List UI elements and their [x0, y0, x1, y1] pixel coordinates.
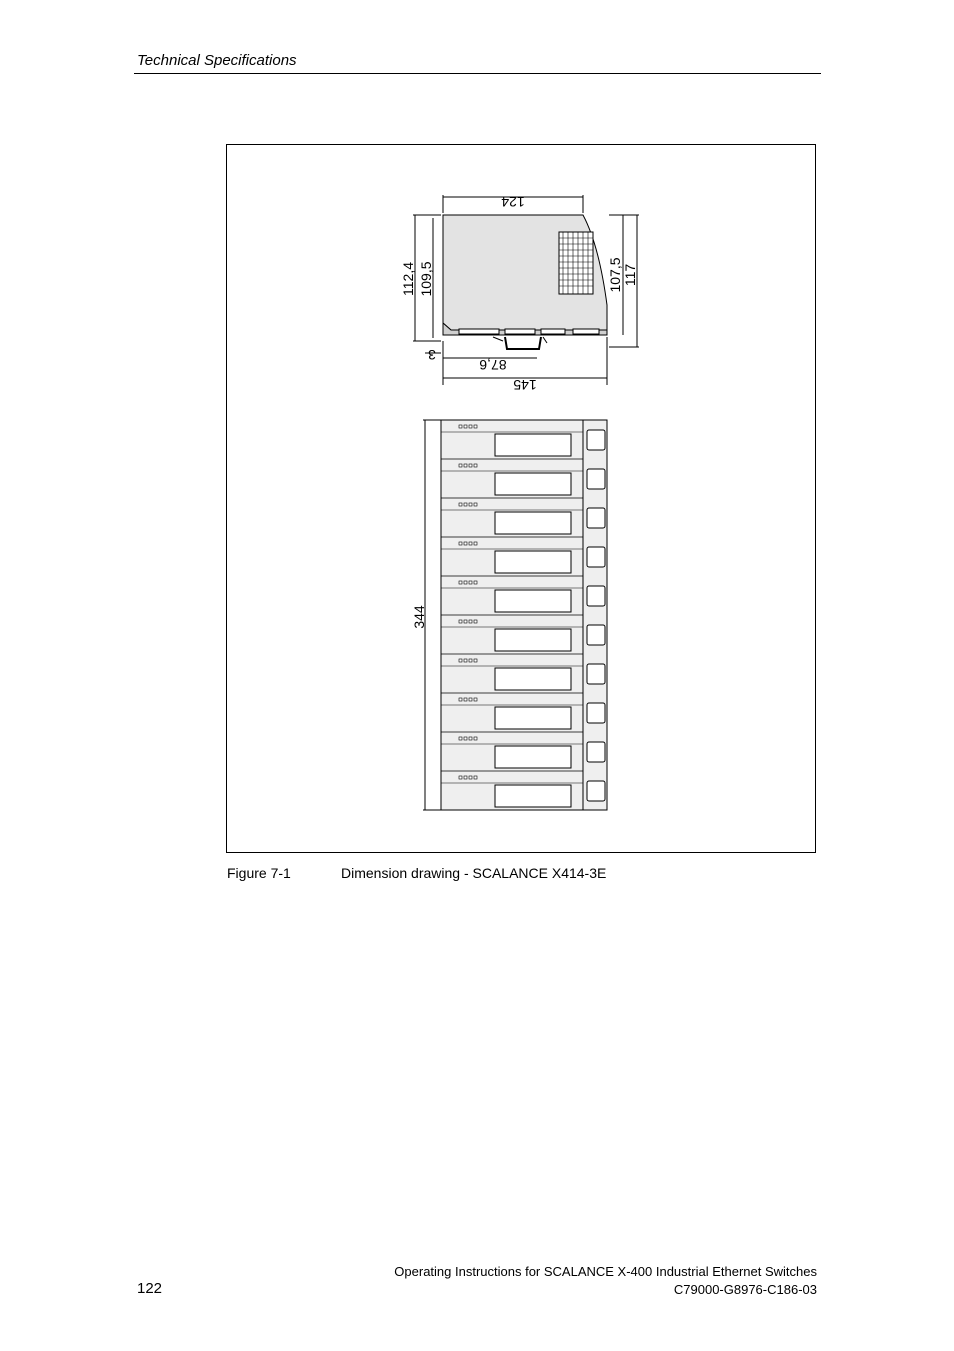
module-port-window: [495, 473, 571, 495]
module-side-connector: [587, 703, 605, 723]
module-led: [464, 620, 467, 623]
module-side-connector: [587, 742, 605, 762]
module-led: [474, 659, 477, 662]
module-led: [459, 620, 462, 623]
module-led: [469, 464, 472, 467]
din-rail-clamp: [505, 337, 541, 349]
module-led: [459, 581, 462, 584]
dim-label-front-height: 344: [411, 605, 427, 629]
module-led: [474, 464, 477, 467]
module-led: [464, 698, 467, 701]
module-led: [459, 698, 462, 701]
module-port-window: [495, 590, 571, 612]
module-led: [464, 659, 467, 662]
module-led: [474, 776, 477, 779]
dim-label-rail-depth: 87,6: [479, 357, 507, 373]
module-led: [464, 776, 467, 779]
front-view: [441, 420, 607, 810]
module-side-connector: [587, 430, 605, 450]
module-led: [469, 698, 472, 701]
module-led: [459, 737, 462, 740]
module-led: [469, 659, 472, 662]
module-port-window: [495, 551, 571, 573]
module-port-window: [495, 707, 571, 729]
dimension-drawing: [227, 145, 817, 854]
module-side-connector: [587, 781, 605, 801]
module-led: [474, 425, 477, 428]
module-led: [464, 464, 467, 467]
module-led: [469, 737, 472, 740]
rail-hook-right: [543, 337, 547, 343]
module-led: [469, 581, 472, 584]
dim-label-height-right-outer: 117: [622, 263, 638, 287]
module-led: [459, 659, 462, 662]
rail-slot-2: [505, 329, 535, 334]
module-led: [469, 776, 472, 779]
module-port-window: [495, 785, 571, 807]
page-number: 122: [137, 1280, 163, 1297]
dim-label-height-left-inner: 109,5: [418, 261, 434, 297]
dim-label-top-width: 124: [501, 194, 525, 210]
module-side-connector: [587, 547, 605, 567]
module-led: [464, 425, 467, 428]
footer-document-id: C79000-G8976-C186-03: [673, 1282, 817, 1297]
module-led: [459, 425, 462, 428]
header-section-title: Technical Specifications: [137, 52, 297, 69]
module-led: [464, 581, 467, 584]
module-port-window: [495, 512, 571, 534]
module-led: [469, 620, 472, 623]
dim-label-height-left-outer: 112,4: [400, 262, 416, 296]
module-side-connector: [587, 469, 605, 489]
module-led: [474, 737, 477, 740]
figure-frame: [226, 144, 816, 853]
module-led: [464, 503, 467, 506]
module-port-window: [495, 668, 571, 690]
rail-slot-1: [459, 329, 499, 334]
module-led: [459, 464, 462, 467]
module-led: [474, 581, 477, 584]
figure-title: Dimension drawing - SCALANCE X414-3E: [341, 865, 607, 881]
module-led: [459, 503, 462, 506]
header-divider: [134, 73, 821, 74]
module-led: [459, 776, 462, 779]
rail-slot-3: [541, 329, 565, 334]
module-led: [474, 542, 477, 545]
module-led: [469, 542, 472, 545]
dim-label-offset: 3: [428, 347, 436, 363]
module-led: [464, 542, 467, 545]
module-side-connector: [587, 586, 605, 606]
module-led: [464, 737, 467, 740]
module-led: [474, 620, 477, 623]
module-led: [474, 503, 477, 506]
module-side-connector: [587, 664, 605, 684]
module-led: [469, 425, 472, 428]
footer-manual-title: Operating Instructions for SCALANCE X-400 Industrial Ethernet Switches: [394, 1264, 817, 1279]
module-led: [459, 542, 462, 545]
module-side-connector: [587, 625, 605, 645]
figure-number: Figure 7-1: [227, 865, 291, 881]
rail-slot-4: [573, 329, 599, 334]
dim-label-height-right-inner: 107,5: [607, 257, 623, 293]
module-port-window: [495, 746, 571, 768]
side-view: [443, 215, 607, 349]
module-port-window: [495, 629, 571, 651]
dim-label-total-depth: 145: [513, 377, 537, 393]
module-port-window: [495, 434, 571, 456]
module-side-connector: [587, 508, 605, 528]
module-led: [469, 503, 472, 506]
rail-hook-left: [493, 337, 503, 341]
module-led: [474, 698, 477, 701]
